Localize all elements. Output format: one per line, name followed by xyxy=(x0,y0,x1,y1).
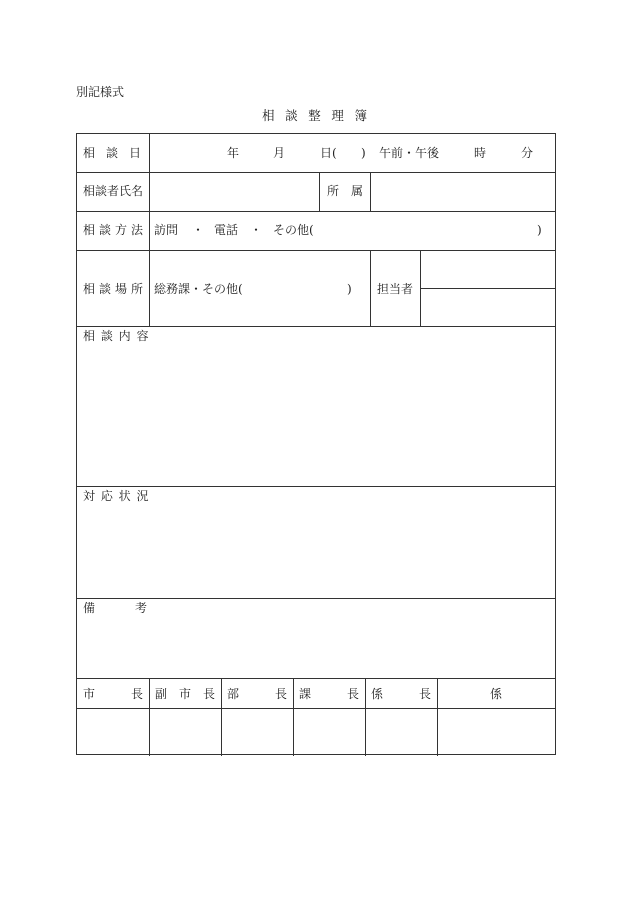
weekday-close-paren: ) xyxy=(361,146,366,160)
deputy-mayor-stamp-cell[interactable] xyxy=(150,709,221,755)
staff-stamp-cell[interactable] xyxy=(438,709,555,755)
section-head-stamp-cell[interactable] xyxy=(294,709,365,755)
consultant-name-label: 相談者氏名 xyxy=(83,184,144,198)
department-head-stamp-cell[interactable] xyxy=(222,709,293,755)
consultation-date-label: 相 談 日 xyxy=(83,146,141,160)
approval-header-staff: 係 xyxy=(490,687,503,701)
method-separator: ・ xyxy=(250,223,263,237)
affiliation-label: 所 属 xyxy=(327,184,363,198)
form-title: 相談整理簿 xyxy=(262,108,378,123)
consultation-place-label: 相 談 場 所 xyxy=(83,282,143,296)
am-pm-label: 午前・午後 xyxy=(379,146,440,160)
place-other-close-paren: ) xyxy=(347,282,352,296)
day-label: 日( xyxy=(320,146,337,160)
consultation-method-label: 相 談 方 法 xyxy=(83,223,143,237)
method-other: その他( xyxy=(273,223,314,237)
subsection-head-stamp-cell[interactable] xyxy=(366,709,437,755)
consultation-form-table xyxy=(76,133,556,755)
method-separator: ・ xyxy=(192,223,205,237)
response-status-label: 対 応 状 況 xyxy=(83,489,150,503)
hour-label: 時 xyxy=(474,146,487,160)
method-phone: 電話 xyxy=(214,223,239,237)
remarks-label: 備 考 xyxy=(83,601,147,615)
approval-header-mayor: 市 長 xyxy=(83,687,143,701)
minute-label: 分 xyxy=(521,146,534,160)
approval-header-deputy-mayor: 副 市 長 xyxy=(155,687,215,701)
consultation-content-label: 相 談 内 容 xyxy=(83,329,150,343)
staff-label: 担当者 xyxy=(377,282,414,296)
approval-header-section-head: 課 長 xyxy=(299,687,359,701)
month-label: 月 xyxy=(273,146,286,160)
method-visit: 訪問 xyxy=(154,223,179,237)
approval-header-department-head: 部 長 xyxy=(227,687,287,701)
mayor-stamp-cell[interactable] xyxy=(77,709,149,755)
approval-header-subsection-head: 係 長 xyxy=(371,687,431,701)
place-value: 総務課・その他( xyxy=(154,282,243,296)
year-label: 年 xyxy=(227,146,240,160)
method-other-close-paren: ) xyxy=(537,223,542,237)
form-number-label: 別記様式 xyxy=(76,85,125,99)
